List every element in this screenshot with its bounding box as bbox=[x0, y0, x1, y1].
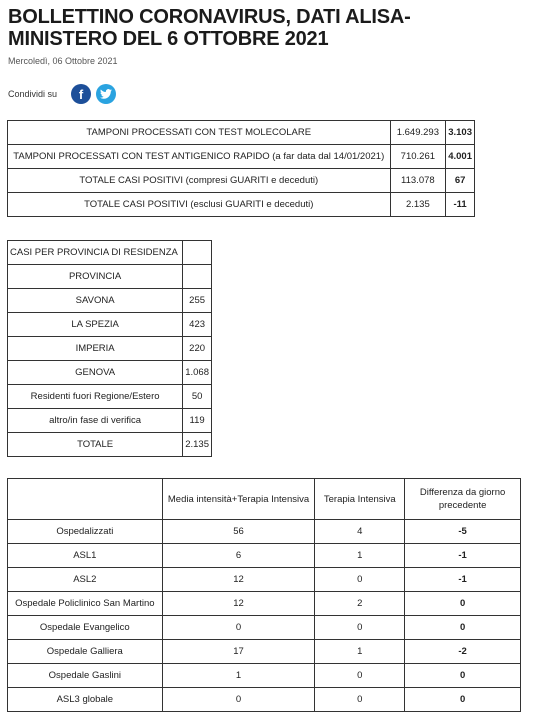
hospital-media: 12 bbox=[162, 592, 315, 616]
hospital-name: ASL2 bbox=[8, 568, 163, 592]
province-table-title: CASI PER PROVINCIA DI RESIDENZA bbox=[8, 241, 183, 265]
province-name: LA SPEZIA bbox=[8, 313, 183, 337]
summary-table bbox=[7, 120, 475, 217]
hospital-media: 1 bbox=[162, 664, 315, 688]
province-name: Residenti fuori Regione/Estero bbox=[8, 385, 183, 409]
hospital-ti: 0 bbox=[315, 568, 405, 592]
hospital-table bbox=[7, 478, 521, 712]
hospital-diff: -1 bbox=[405, 544, 521, 568]
empty-cell bbox=[183, 241, 212, 265]
hospital-row bbox=[8, 640, 521, 664]
hospital-name: Ospedale Galliera bbox=[8, 640, 163, 664]
summary-label: TAMPONI PROCESSATI CON TEST MOLECOLARE bbox=[8, 121, 391, 145]
province-table bbox=[7, 240, 212, 457]
province-value: 255 bbox=[183, 289, 212, 313]
hospital-media: 12 bbox=[162, 568, 315, 592]
province-name: TOTALE bbox=[8, 433, 183, 457]
province-value: 2.135 bbox=[183, 433, 212, 457]
facebook-icon[interactable]: f bbox=[71, 84, 91, 104]
province-title-row bbox=[8, 241, 212, 265]
hospital-name: Ospedale Evangelico bbox=[8, 616, 163, 640]
hospital-ti: 0 bbox=[315, 688, 405, 712]
page-title: BOLLETTINO CORONAVIRUS, DATI ALISA-MINISTERO DEL 6 OTTOBRE 2021 bbox=[8, 6, 411, 50]
hospital-ti: 0 bbox=[315, 616, 405, 640]
province-name: IMPERIA bbox=[8, 337, 183, 361]
hospital-row bbox=[8, 664, 521, 688]
province-name: SAVONA bbox=[8, 289, 183, 313]
province-row bbox=[8, 433, 212, 457]
hospital-row bbox=[8, 616, 521, 640]
province-row bbox=[8, 409, 212, 433]
twitter-bird-icon bbox=[100, 89, 112, 99]
province-value: 1.068 bbox=[183, 361, 212, 385]
hospital-ti: 0 bbox=[315, 664, 405, 688]
province-value: 50 bbox=[183, 385, 212, 409]
hospital-name: ASL3 globale bbox=[8, 688, 163, 712]
summary-row bbox=[8, 169, 475, 193]
hospital-media: 56 bbox=[162, 520, 315, 544]
summary-row bbox=[8, 121, 475, 145]
hospital-name: Ospedale Policlinico San Martino bbox=[8, 592, 163, 616]
hospital-row bbox=[8, 592, 521, 616]
hospital-header-cell bbox=[8, 479, 163, 520]
province-row bbox=[8, 289, 212, 313]
province-value: 423 bbox=[183, 313, 212, 337]
hospital-diff: 0 bbox=[405, 664, 521, 688]
hospital-diff: 0 bbox=[405, 616, 521, 640]
hospital-header-row bbox=[8, 479, 521, 520]
summary-label: TOTALE CASI POSITIVI (esclusi GUARITI e deceduti) bbox=[8, 193, 391, 217]
hospital-ti: 4 bbox=[315, 520, 405, 544]
province-name: GENOVA bbox=[8, 361, 183, 385]
hospital-header-cell: Media intensità+Terapia Intensiva bbox=[162, 479, 315, 520]
province-value: 119 bbox=[183, 409, 212, 433]
hospital-name: Ospedalizzati bbox=[8, 520, 163, 544]
share-bar bbox=[8, 84, 121, 104]
province-header-row bbox=[8, 265, 212, 289]
summary-delta: 67 bbox=[446, 169, 475, 193]
hospital-diff: 0 bbox=[405, 592, 521, 616]
province-row bbox=[8, 313, 212, 337]
hospital-diff: -2 bbox=[405, 640, 521, 664]
summary-label: TOTALE CASI POSITIVI (compresi GUARITI e deceduti) bbox=[8, 169, 391, 193]
summary-delta: 4.001 bbox=[446, 145, 475, 169]
twitter-icon[interactable] bbox=[96, 84, 116, 104]
hospital-row bbox=[8, 688, 521, 712]
hospital-media: 0 bbox=[162, 616, 315, 640]
empty-cell bbox=[183, 265, 212, 289]
province-name: altro/in fase di verifica bbox=[8, 409, 183, 433]
hospital-media: 17 bbox=[162, 640, 315, 664]
share-label: Condividi su bbox=[8, 89, 58, 99]
province-row bbox=[8, 385, 212, 409]
hospital-diff: -1 bbox=[405, 568, 521, 592]
province-value: 220 bbox=[183, 337, 212, 361]
hospital-row bbox=[8, 568, 521, 592]
summary-value: 113.078 bbox=[390, 169, 446, 193]
province-row bbox=[8, 361, 212, 385]
hospital-header-cell: Differenza da giorno precedente bbox=[405, 479, 521, 520]
article-date: Mercoledì, 06 Ottobre 2021 bbox=[8, 56, 118, 66]
hospital-row bbox=[8, 544, 521, 568]
summary-value: 1.649.293 bbox=[390, 121, 446, 145]
province-column-header: PROVINCIA bbox=[8, 265, 183, 289]
summary-row bbox=[8, 145, 475, 169]
hospital-row bbox=[8, 520, 521, 544]
summary-delta: 3.103 bbox=[446, 121, 475, 145]
hospital-header-cell: Terapia Intensiva bbox=[315, 479, 405, 520]
summary-value: 710.261 bbox=[390, 145, 446, 169]
hospital-diff: -5 bbox=[405, 520, 521, 544]
province-row bbox=[8, 337, 212, 361]
summary-delta: -11 bbox=[446, 193, 475, 217]
summary-value: 2.135 bbox=[390, 193, 446, 217]
hospital-diff: 0 bbox=[405, 688, 521, 712]
hospital-ti: 1 bbox=[315, 544, 405, 568]
summary-row bbox=[8, 193, 475, 217]
hospital-ti: 1 bbox=[315, 640, 405, 664]
hospital-media: 6 bbox=[162, 544, 315, 568]
hospital-media: 0 bbox=[162, 688, 315, 712]
hospital-name: ASL1 bbox=[8, 544, 163, 568]
summary-label: TAMPONI PROCESSATI CON TEST ANTIGENICO RAPIDO (a far data dal 14/01/2021) bbox=[8, 145, 391, 169]
hospital-name: Ospedale Gaslini bbox=[8, 664, 163, 688]
hospital-ti: 2 bbox=[315, 592, 405, 616]
